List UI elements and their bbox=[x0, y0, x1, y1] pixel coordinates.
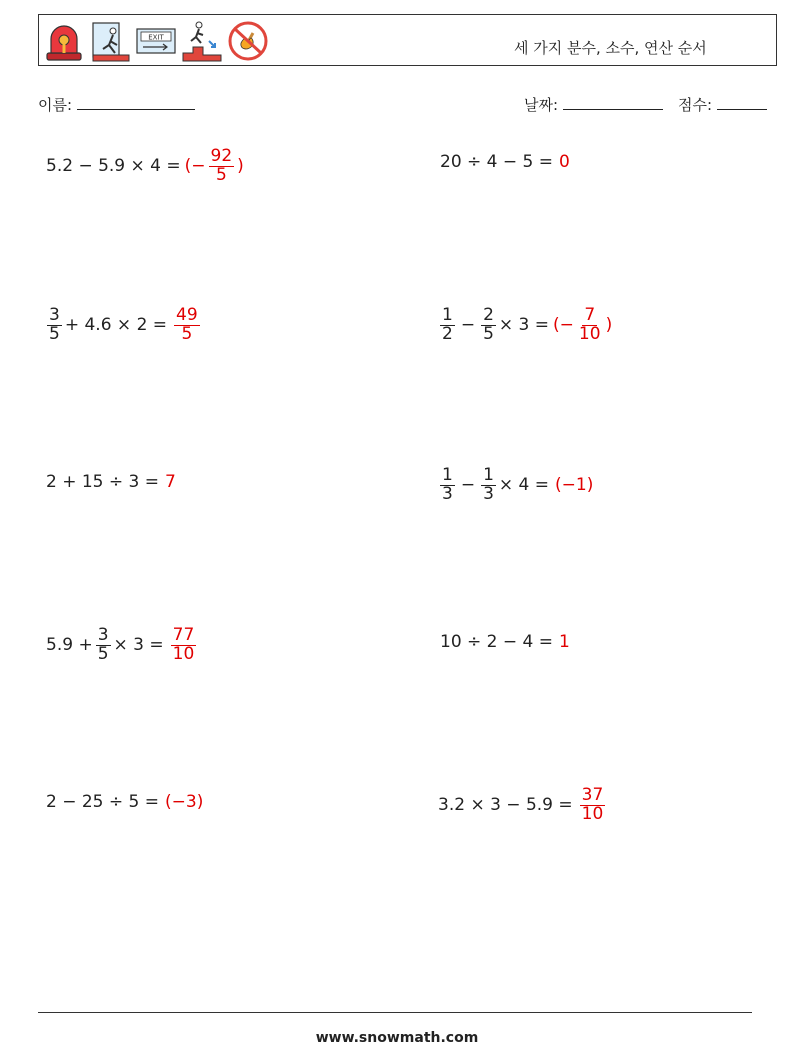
problem-9 bbox=[46, 792, 203, 812]
answer bbox=[553, 307, 612, 344]
answer bbox=[168, 627, 200, 664]
fraction bbox=[481, 467, 496, 504]
icon-strip bbox=[43, 19, 269, 63]
problem-expression: 10 ÷ 2 − 4 = bbox=[440, 632, 554, 652]
problem-expression: × 3 = bbox=[498, 315, 550, 336]
footer-divider bbox=[38, 1012, 752, 1013]
answer-paren: ) bbox=[237, 156, 244, 177]
no-fire-icon bbox=[227, 19, 269, 63]
problem-expression: 3.2 × 3 − 5.9 = bbox=[438, 795, 573, 816]
fraction bbox=[96, 627, 111, 664]
answer: 1 bbox=[559, 632, 570, 652]
numerator: 1 bbox=[442, 465, 453, 485]
fraction bbox=[47, 307, 62, 344]
answer: 7 bbox=[165, 472, 176, 492]
numerator: 37 bbox=[581, 785, 604, 805]
problem-expression: 2 + 15 ÷ 3 = bbox=[46, 472, 160, 492]
answer-paren: (− bbox=[184, 156, 206, 177]
score-blank[interactable] bbox=[717, 95, 767, 110]
answer bbox=[577, 787, 609, 824]
problem-5 bbox=[46, 472, 176, 492]
worksheet-title: 세 가지 분수, 소수, 연산 순서 bbox=[514, 39, 707, 57]
denominator: 3 bbox=[442, 483, 453, 504]
answer: (−3) bbox=[165, 792, 204, 812]
answer: (−1) bbox=[555, 475, 594, 496]
svg-text:EXIT: EXIT bbox=[148, 33, 164, 42]
fraction bbox=[440, 467, 455, 504]
exit-door-icon bbox=[89, 19, 131, 63]
fraction bbox=[481, 307, 496, 344]
problem-10 bbox=[438, 787, 608, 824]
denominator: 10 bbox=[172, 643, 195, 664]
problem-6 bbox=[437, 467, 593, 504]
answer-paren: (− bbox=[553, 315, 574, 336]
answer-fraction bbox=[171, 627, 197, 664]
denominator: 10 bbox=[578, 323, 601, 344]
date-field[interactable] bbox=[524, 94, 663, 115]
answer bbox=[171, 307, 203, 344]
operator: − bbox=[460, 475, 476, 496]
problem-expression: + 4.6 × 2 = bbox=[64, 315, 168, 336]
problem-8 bbox=[440, 632, 570, 652]
operator: − bbox=[460, 315, 476, 336]
denominator: 5 bbox=[181, 323, 193, 344]
exit-sign-icon bbox=[135, 19, 177, 63]
name-blank[interactable] bbox=[77, 95, 195, 110]
name-label: 이름: bbox=[38, 96, 73, 114]
numerator: 1 bbox=[483, 465, 494, 485]
numerator: 3 bbox=[49, 305, 60, 325]
answer bbox=[185, 148, 244, 185]
score-field[interactable] bbox=[678, 94, 767, 115]
name-field[interactable] bbox=[38, 94, 195, 115]
answer-paren: ) bbox=[605, 315, 613, 336]
denominator: 3 bbox=[483, 483, 494, 504]
problem-expression: × 4 = bbox=[498, 475, 550, 496]
score-label: 점수: bbox=[678, 96, 713, 114]
date-label: 날짜: bbox=[524, 96, 559, 114]
answer-fraction bbox=[174, 307, 200, 344]
problem-expression: 2 − 25 ÷ 5 = bbox=[46, 792, 160, 812]
date-blank[interactable] bbox=[563, 95, 663, 110]
worksheet-header bbox=[38, 14, 777, 66]
problem-expression: 5.9 + bbox=[46, 635, 93, 656]
answer-fraction bbox=[580, 787, 606, 824]
denominator: 2 bbox=[442, 323, 453, 344]
numerator: 1 bbox=[442, 305, 453, 325]
footer-url[interactable]: www.snowmath.com bbox=[315, 1030, 479, 1046]
problem-2 bbox=[440, 152, 570, 172]
problem-expression: × 3 = bbox=[113, 635, 164, 656]
numerator: 7 bbox=[584, 305, 596, 325]
stairs-escape-icon bbox=[181, 19, 223, 63]
numerator: 49 bbox=[176, 305, 198, 325]
numerator: 2 bbox=[483, 305, 494, 325]
answer: 0 bbox=[559, 152, 570, 172]
answer-fraction bbox=[209, 148, 235, 185]
denominator: 10 bbox=[581, 803, 604, 824]
numerator: 3 bbox=[97, 625, 109, 645]
answer-fraction bbox=[577, 307, 603, 344]
denominator: 5 bbox=[97, 643, 109, 664]
numerator: 92 bbox=[210, 146, 233, 166]
problem-expression: 5.2 − 5.9 × 4 = bbox=[46, 156, 181, 177]
denominator: 5 bbox=[483, 323, 494, 344]
fraction bbox=[440, 307, 455, 344]
problem-7 bbox=[46, 627, 199, 664]
numerator: 77 bbox=[172, 625, 195, 645]
alarm-light-icon bbox=[43, 19, 85, 63]
denominator: 5 bbox=[215, 164, 227, 185]
problem-4 bbox=[437, 307, 612, 344]
problem-1 bbox=[46, 148, 244, 185]
problem-expression: 20 ÷ 4 − 5 = bbox=[440, 152, 554, 172]
denominator: 5 bbox=[49, 323, 60, 344]
problem-3 bbox=[44, 307, 203, 344]
